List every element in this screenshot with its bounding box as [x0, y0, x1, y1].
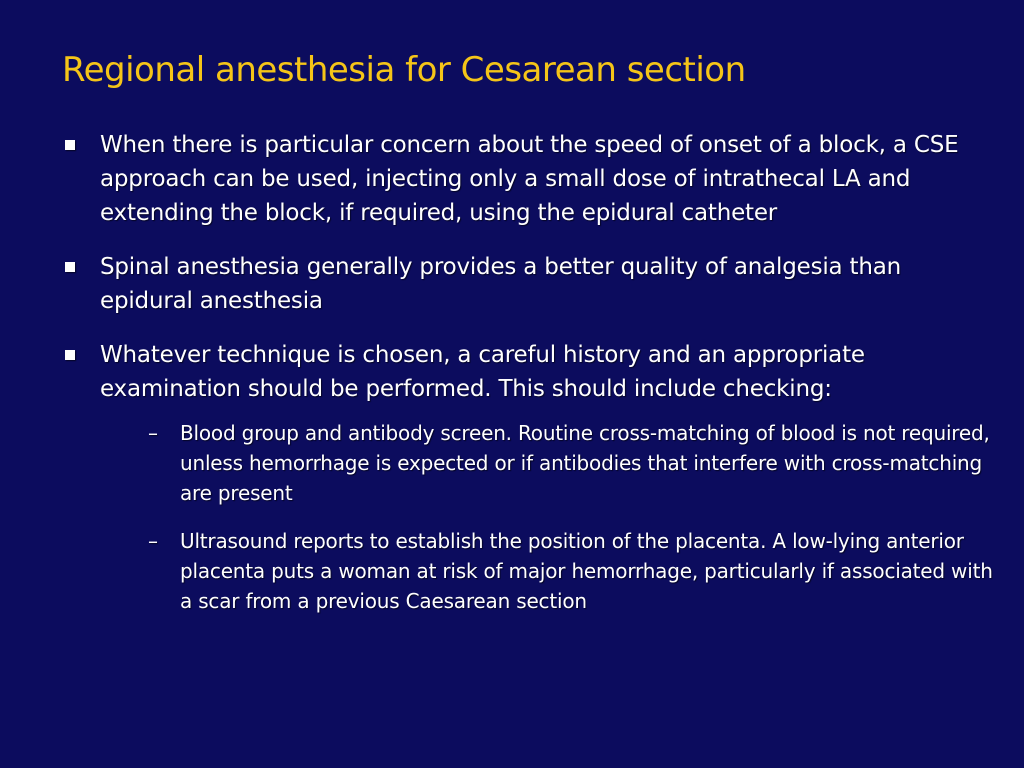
dash-bullet-icon: – — [148, 421, 158, 445]
bullet-text: Whatever technique is chosen, a careful history and an appropriate examination should be performed. This should include checking: — [100, 342, 865, 402]
square-bullet-icon — [65, 262, 75, 272]
bullet-item — [62, 128, 997, 230]
slide-title: Regional anesthesia for Cesarean section — [62, 50, 746, 90]
sub-bullet-text: Blood group and antibody screen. Routine cross-matching of blood is not required, unless hemorrhage is expected or if antibodies that interfere with cross-matching are present — [180, 421, 990, 505]
sub-bullet-list — [100, 418, 997, 616]
sub-bullet-item — [148, 526, 997, 616]
square-bullet-icon — [65, 140, 75, 150]
bullet-text: Spinal anesthesia generally provides a better quality of analgesia than epidural anesthesia — [100, 254, 902, 314]
sub-bullet-text: Ultrasound reports to establish the position of the placenta. A low-lying anterior placenta puts a woman at risk of major hemorrhage, particularly if associated with a scar from a previous Caesarean section — [180, 529, 993, 613]
dash-bullet-icon: – — [148, 529, 158, 553]
bullet-list — [62, 128, 997, 616]
bullet-text: When there is particular concern about the speed of onset of a block, a CSE approach can be used, injecting only a small dose of intrathecal LA and extending the block, if required, using the epidural catheter — [100, 132, 959, 226]
bullet-item — [62, 338, 997, 616]
square-bullet-icon — [65, 350, 75, 360]
sub-bullet-item — [148, 418, 997, 508]
bullet-item — [62, 250, 997, 318]
